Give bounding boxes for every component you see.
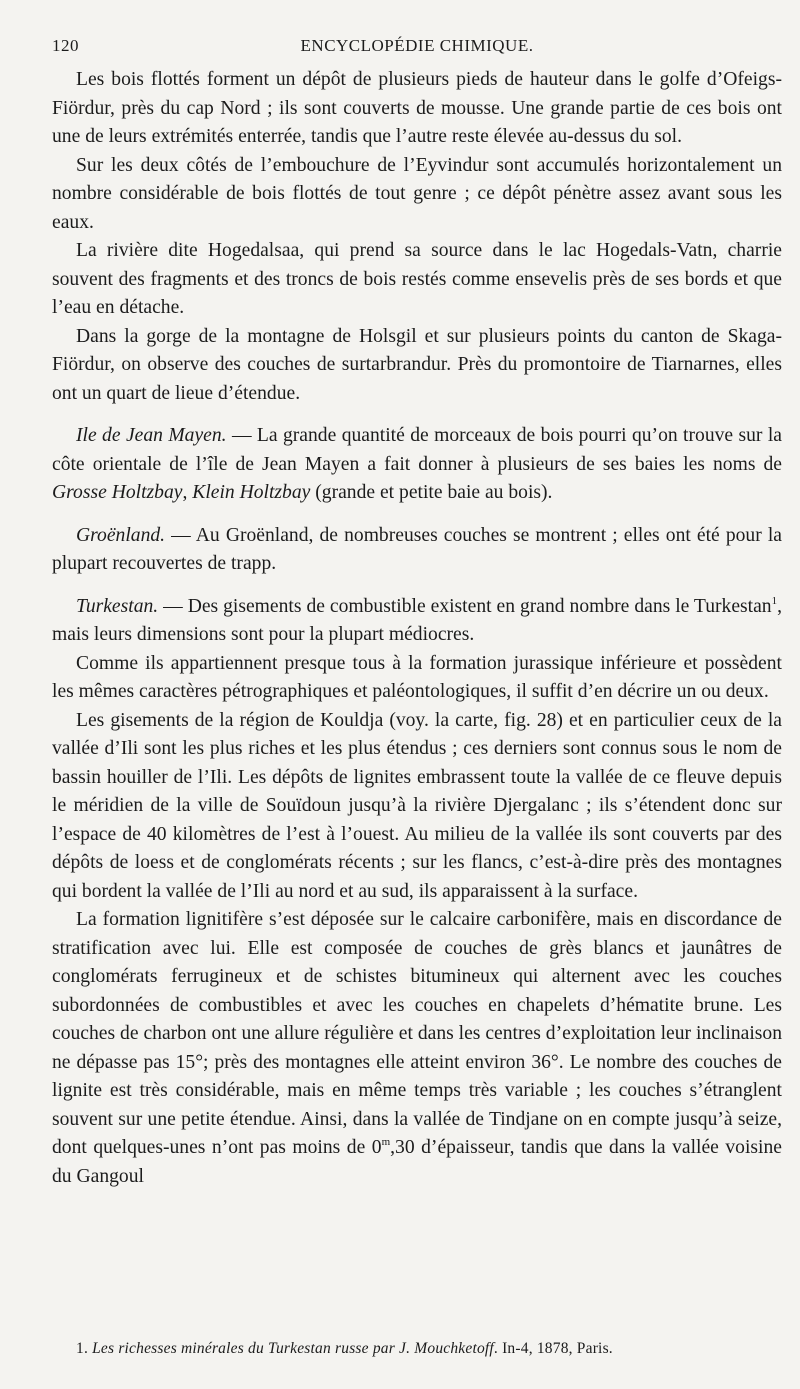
footnote-marker: 1 (771, 594, 778, 607)
body-text (52, 66, 782, 1191)
section-jean-mayen (52, 422, 782, 508)
footnote-title: Les richesses minérales du Turkestan russe par J. Mouchketoff (92, 1340, 494, 1357)
running-title: ENCYCLOPÉDIE CHIMIQUE. (300, 36, 534, 55)
section-heading: Groënland. (76, 524, 166, 546)
section-groenland (52, 522, 782, 579)
paragraph (52, 906, 782, 1191)
section-heading: Ile de Jean Mayen. (76, 425, 227, 446)
paragraph: Sur les deux côtés de l’embouchure de l’Eyvindur sont accumulés horizontalement un nombre considérable de bois flottés de tout genre ; ce dépôt pénètre assez avant sous les eaux. (52, 154, 782, 233)
page-header (52, 36, 782, 66)
footnote (76, 1340, 776, 1358)
text-run: — Des gisements de combustible existent en grand nombre dans le Turkestan (158, 595, 772, 617)
page (52, 36, 782, 1191)
page-number: 120 (52, 36, 79, 55)
text-run: (grande et petite baie au bois). (310, 482, 553, 503)
footnote-number: 1. (76, 1340, 89, 1357)
text-run: La formation lignitifère s’est déposée sur le calcaire carbonifère, mais en discordance de stratification avec lui. Elle est composée de couches de grès blancs et jaunâtres de conglomérats ferrugineux et de schistes bitumineux qui alternent avec les couches subordonnées de combustibles et avec les couches en chapelets d’hématite brune. Les couches de charbon ont une allure régulière et dans les centres d’exploitation leur inclinaison ne dépasse pas 15°; près des montagnes elle atteint environ 36°. Le nombre des couches de lignite est très considérable, mais en même temps très variable ; les couches s’étranglent souvent sur une petite étendue. Ainsi, dans la vallée de Tindjane on en compte jusqu’à seize, dont quelques-unes n’ont pas moins de 0 (52, 909, 782, 1158)
text-run: — Au Groënland, de nombreuses couches se montrent ; elles ont été pour la plupart recouvertes de trapp. (52, 524, 782, 574)
paragraph: Les bois flottés forment un dépôt de plusieurs pieds de hauteur dans le golfe d’Ofeigs-Fiördur, près du cap Nord ; ils sont couverts de mousse. Une grande partie de ces bois ont une de leurs extrémités enterrée, tandis que l’autre reste élevée au-dessus du sol. (52, 69, 782, 147)
place-name: Grosse Holtzbay (52, 482, 183, 503)
text-run: , mais leurs dimensions sont pour la plupart médiocres. (52, 595, 782, 645)
paragraph: Les gisements de la région de Kouldja (voy. la carte, fig. 28) et en particulier ceux de la vallée d’Ili sont les plus riches et les plus étendus ; ces derniers sont connus sous le nom de bassin houiller de l’Ili. Les dépôts de lignites embrassent toute la vallée de ce fleuve depuis le méridien de la ville de Souïdoun jusqu’à la rivière Djergalanc ; ils s’étendent donc sur l’espace de 40 kilomètres de l’est à l’ouest. Au milieu de la vallée ils sont couverts par des dépôts de loess et de conglomérats récents ; sur les flancs, c’est-à-dire près des montagnes qui bordent la vallée de l’Ili au nord et au sud, ils apparaissent à la surface. (52, 709, 782, 902)
text-run: , (182, 482, 193, 503)
paragraph: La rivière dite Hogedalsaa, qui prend sa source dans le lac Hogedals-Vatn, charrie souvent des fragments et des troncs de bois restés comme ensevelis près de ses bords et que l’eau en détache. (52, 240, 782, 318)
paragraph: Comme ils appartiennent presque tous à la formation jurassique inférieure et possèdent les mêmes caractères pétrographiques et paléontologiques, il suffit d’en décrire un ou deux. (52, 652, 782, 702)
section-heading: Turkestan. (76, 595, 159, 617)
paragraph: Dans la gorge de la montagne de Holsgil et sur plusieurs points du canton de Skaga-Fiördur, on observe des couches de surtarbrandur. Près du promontoire de Tiarnarnes, elles ont un quart de lieue d’étendue. (52, 325, 782, 404)
unit-superscript: m (381, 1136, 391, 1148)
section-turkestan (52, 593, 782, 650)
footnote-details: . In-4, 1878, Paris. (493, 1340, 613, 1357)
place-name: Klein Holtzbay (192, 482, 311, 503)
text-run: — La grande quantité de morceaux de bois pourri qu’on trouve sur la côte orientale de l’île de Jean Mayen a fait donner à plusieurs de ses baies les noms de (52, 425, 782, 475)
text-run: ,30 d’épaisseur, tandis que dans la vallée voisine du Gangoul (52, 1137, 782, 1187)
